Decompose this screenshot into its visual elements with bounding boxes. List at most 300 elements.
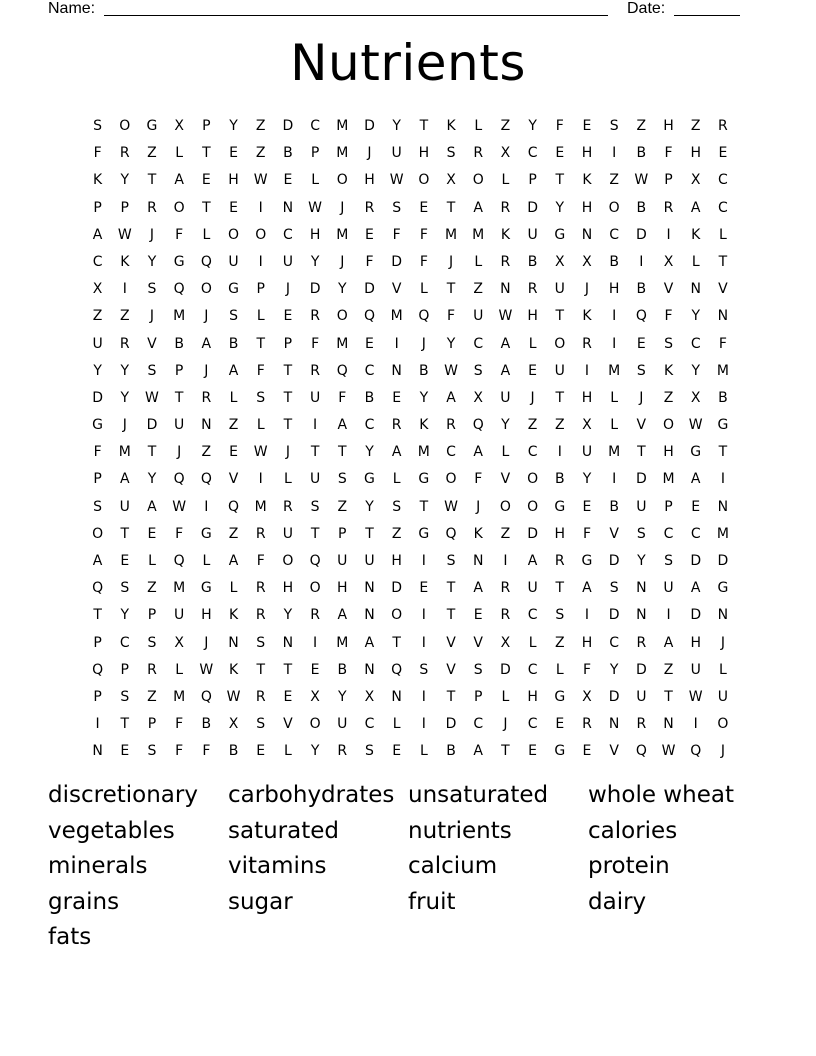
grid-cell[interactable]: J	[149, 226, 155, 243]
grid-cell[interactable]: Z	[228, 417, 239, 434]
grid-cell[interactable]: S	[365, 743, 374, 760]
grid-cell[interactable]: N	[92, 743, 103, 760]
grid-cell[interactable]: I	[421, 716, 426, 733]
grid-cell[interactable]: Q	[336, 362, 348, 379]
grid-cell[interactable]: A	[473, 743, 483, 760]
grid-cell[interactable]: Z	[119, 308, 130, 325]
grid-cell[interactable]: B	[718, 389, 728, 406]
grid-cell[interactable]: Y	[147, 253, 157, 270]
grid-cell[interactable]: P	[528, 172, 537, 189]
grid-cell[interactable]: Z	[201, 444, 212, 461]
grid-cell[interactable]: N	[364, 580, 375, 597]
grid-cell[interactable]: K	[446, 118, 456, 134]
grid-cell[interactable]: G	[717, 417, 729, 434]
grid-cell[interactable]: F	[175, 226, 184, 243]
grid-cell[interactable]: J	[503, 716, 508, 733]
grid-cell[interactable]: C	[690, 525, 701, 542]
grid-cell[interactable]: R	[446, 417, 456, 434]
grid-cell[interactable]: W	[308, 199, 323, 216]
grid-cell[interactable]: O	[336, 172, 348, 189]
grid-cell[interactable]: X	[554, 253, 565, 270]
grid-cell[interactable]: Y	[310, 743, 320, 760]
grid-cell[interactable]: G	[554, 743, 566, 760]
grid-cell[interactable]: Q	[635, 308, 647, 325]
grid-cell[interactable]: S	[93, 498, 103, 515]
grid-cell[interactable]: N	[500, 281, 511, 298]
grid-cell[interactable]: B	[364, 389, 375, 406]
grid-cell[interactable]: Q	[92, 580, 104, 597]
grid-cell[interactable]: Z	[147, 145, 157, 162]
grid-cell[interactable]: L	[392, 471, 401, 488]
grid-cell[interactable]: Z	[391, 525, 402, 542]
grid-cell[interactable]: G	[554, 226, 566, 243]
grid-cell[interactable]: D	[364, 118, 375, 134]
grid-cell[interactable]: V	[446, 634, 456, 651]
grid-cell[interactable]: T	[120, 716, 130, 733]
grid-cell[interactable]: T	[555, 389, 565, 406]
grid-cell[interactable]: Z	[663, 661, 674, 678]
grid-cell[interactable]: N	[717, 607, 729, 624]
grid-cell[interactable]: S	[310, 498, 320, 515]
grid-cell[interactable]: C	[718, 199, 728, 216]
grid-cell[interactable]: R	[663, 199, 674, 216]
grid-cell[interactable]: U	[690, 661, 701, 678]
grid-cell[interactable]: O	[608, 199, 620, 216]
grid-cell[interactable]: L	[501, 172, 510, 189]
grid-cell[interactable]: I	[612, 335, 617, 352]
grid-cell[interactable]: S	[555, 607, 565, 624]
grid-cell[interactable]: S	[147, 743, 157, 760]
grid-cell[interactable]: S	[473, 661, 483, 678]
grid-cell[interactable]: T	[256, 335, 265, 352]
grid-cell[interactable]: W	[145, 389, 159, 406]
grid-cell[interactable]: W	[253, 172, 268, 189]
grid-cell[interactable]: F	[419, 226, 428, 243]
grid-cell[interactable]: M	[173, 580, 186, 597]
grid-cell[interactable]: H	[391, 553, 402, 569]
grid-cell[interactable]: H	[418, 145, 430, 162]
grid-cell[interactable]: I	[421, 688, 426, 705]
grid-cell[interactable]: Y	[147, 471, 157, 488]
grid-cell[interactable]: R	[310, 607, 320, 624]
grid-cell[interactable]: H	[608, 281, 620, 298]
grid-cell[interactable]: Q	[200, 253, 212, 270]
grid-cell[interactable]: N	[391, 688, 402, 705]
grid-cell[interactable]: L	[229, 580, 238, 597]
grid-cell[interactable]: H	[282, 580, 294, 597]
grid-cell[interactable]: C	[473, 335, 484, 352]
grid-cell[interactable]: J	[476, 498, 481, 515]
grid-cell[interactable]: C	[364, 716, 375, 733]
grid-cell[interactable]: P	[93, 471, 102, 488]
grid-cell[interactable]: R	[500, 607, 511, 624]
grid-cell[interactable]: A	[147, 498, 157, 515]
grid-cell[interactable]: J	[448, 253, 454, 270]
grid-cell[interactable]: R	[527, 281, 538, 298]
grid-cell[interactable]: P	[310, 145, 320, 162]
grid-cell[interactable]: M	[254, 498, 267, 515]
grid-cell[interactable]: W	[634, 172, 649, 189]
grid-cell[interactable]: H	[364, 172, 375, 189]
grid-cell[interactable]: E	[582, 743, 592, 760]
grid-cell[interactable]: M	[390, 308, 403, 325]
grid-cell[interactable]: O	[173, 199, 185, 216]
grid-cell[interactable]: A	[337, 417, 348, 434]
grid-cell[interactable]: I	[258, 199, 263, 216]
grid-cell[interactable]: J	[204, 308, 209, 325]
grid-cell[interactable]: N	[282, 634, 294, 651]
grid-cell[interactable]: C	[527, 661, 538, 678]
grid-cell[interactable]: J	[340, 199, 345, 216]
grid-cell[interactable]: T	[202, 145, 211, 162]
grid-cell[interactable]: U	[337, 553, 348, 569]
grid-cell[interactable]: J	[285, 444, 290, 461]
grid-cell[interactable]: J	[720, 743, 725, 760]
grid-cell[interactable]: A	[174, 172, 184, 189]
grid-cell[interactable]: K	[93, 172, 103, 189]
grid-cell[interactable]: C	[473, 716, 484, 733]
grid-cell[interactable]: A	[391, 444, 402, 461]
grid-cell[interactable]: L	[474, 118, 483, 134]
grid-cell[interactable]: E	[283, 308, 293, 325]
grid-cell[interactable]: T	[202, 199, 211, 216]
grid-cell[interactable]: O	[282, 553, 294, 569]
grid-cell[interactable]: O	[663, 417, 675, 434]
grid-cell[interactable]: L	[256, 308, 265, 325]
grid-cell[interactable]: R	[500, 580, 511, 597]
grid-cell[interactable]: T	[392, 634, 401, 651]
grid-cell[interactable]: J	[367, 145, 372, 162]
grid-cell[interactable]: U	[282, 525, 294, 542]
grid-cell[interactable]: L	[202, 226, 211, 243]
grid-cell[interactable]: A	[228, 362, 239, 379]
grid-cell[interactable]: L	[474, 253, 483, 270]
grid-cell[interactable]: Y	[229, 118, 238, 134]
grid-cell[interactable]: U	[581, 444, 593, 461]
grid-cell[interactable]: M	[336, 145, 349, 162]
grid-cell[interactable]: T	[718, 253, 728, 270]
grid-cell[interactable]: Z	[473, 281, 484, 298]
grid-cell[interactable]: Z	[255, 118, 266, 134]
grid-cell[interactable]: R	[147, 661, 157, 678]
grid-cell[interactable]: E	[718, 145, 728, 162]
grid-cell[interactable]: O	[92, 525, 104, 542]
grid-cell[interactable]: U	[663, 580, 674, 597]
grid-cell[interactable]: F	[93, 145, 102, 162]
grid-cell[interactable]: R	[337, 743, 348, 760]
grid-cell[interactable]: T	[310, 525, 320, 542]
grid-cell[interactable]: S	[256, 716, 266, 733]
grid-cell[interactable]: I	[258, 253, 263, 270]
grid-cell[interactable]: I	[313, 417, 318, 434]
grid-cell[interactable]: S	[256, 389, 266, 406]
grid-cell[interactable]: B	[636, 281, 647, 298]
grid-cell[interactable]: R	[391, 417, 402, 434]
grid-cell[interactable]: I	[666, 607, 671, 624]
grid-cell[interactable]: A	[690, 471, 701, 488]
grid-cell[interactable]: C	[609, 226, 620, 243]
grid-cell[interactable]: B	[228, 743, 239, 760]
grid-cell[interactable]: Z	[636, 118, 647, 134]
grid-cell[interactable]: I	[122, 281, 127, 298]
grid-cell[interactable]: V	[663, 281, 674, 298]
grid-cell[interactable]: S	[337, 471, 347, 488]
grid-cell[interactable]: Y	[338, 688, 347, 705]
grid-cell[interactable]: C	[283, 226, 293, 243]
grid-cell[interactable]: S	[664, 553, 673, 569]
grid-cell[interactable]: U	[337, 716, 348, 733]
grid-cell[interactable]: X	[582, 253, 592, 270]
grid-cell[interactable]: C	[609, 634, 620, 651]
grid-cell[interactable]: B	[174, 335, 184, 352]
grid-cell[interactable]: F	[582, 525, 591, 542]
grid-cell[interactable]: X	[663, 253, 674, 270]
grid-cell[interactable]: I	[394, 335, 399, 352]
grid-cell[interactable]: L	[528, 335, 537, 352]
grid-cell[interactable]: O	[255, 226, 267, 243]
grid-cell[interactable]: N	[228, 634, 239, 651]
grid-cell[interactable]: W	[389, 172, 404, 189]
grid-cell[interactable]: A	[690, 199, 701, 216]
date-blank-line[interactable]	[674, 15, 740, 16]
grid-cell[interactable]: S	[419, 661, 429, 678]
grid-cell[interactable]: R	[636, 634, 647, 651]
grid-cell[interactable]: A	[473, 444, 483, 461]
grid-cell[interactable]: X	[174, 634, 184, 651]
grid-cell[interactable]: L	[392, 716, 401, 733]
grid-cell[interactable]: C	[446, 444, 456, 461]
grid-cell[interactable]: U	[554, 362, 565, 379]
grid-cell[interactable]: Y	[582, 471, 592, 488]
grid-cell[interactable]: U	[636, 498, 647, 515]
grid-cell[interactable]: J	[639, 389, 644, 406]
grid-cell[interactable]: Z	[500, 525, 511, 542]
grid-cell[interactable]: W	[688, 417, 703, 434]
grid-cell[interactable]: H	[690, 634, 701, 651]
grid-cell[interactable]: U	[282, 253, 294, 270]
grid-cell[interactable]: A	[446, 389, 456, 406]
grid-cell[interactable]: L	[501, 688, 510, 705]
grid-cell[interactable]: N	[663, 716, 674, 733]
grid-cell[interactable]: E	[528, 743, 538, 760]
grid-cell[interactable]: T	[93, 607, 102, 624]
grid-cell[interactable]: Y	[637, 553, 646, 569]
grid-cell[interactable]: R	[718, 118, 728, 134]
grid-cell[interactable]: B	[337, 661, 348, 678]
grid-cell[interactable]: D	[445, 716, 457, 733]
grid-cell[interactable]: N	[690, 281, 701, 298]
grid-cell[interactable]: X	[446, 172, 456, 189]
grid-cell[interactable]: E	[691, 498, 701, 515]
grid-cell[interactable]: H	[690, 145, 701, 162]
grid-cell[interactable]: E	[229, 145, 238, 162]
grid-cell[interactable]: F	[175, 525, 184, 542]
grid-cell[interactable]: V	[609, 743, 619, 760]
grid-cell[interactable]: H	[527, 688, 538, 705]
grid-cell[interactable]: E	[283, 172, 293, 189]
grid-cell[interactable]: O	[119, 118, 131, 134]
grid-cell[interactable]: Q	[309, 553, 321, 569]
grid-cell[interactable]: B	[527, 253, 538, 270]
grid-cell[interactable]: A	[690, 580, 701, 597]
grid-cell[interactable]: V	[636, 417, 647, 434]
grid-cell[interactable]: R	[582, 716, 592, 733]
grid-cell[interactable]: G	[228, 281, 239, 298]
grid-cell[interactable]: I	[503, 553, 508, 569]
grid-cell[interactable]: N	[201, 417, 212, 434]
grid-cell[interactable]: Y	[338, 281, 347, 298]
grid-cell[interactable]: T	[555, 580, 565, 597]
grid-cell[interactable]: Y	[501, 417, 510, 434]
grid-cell[interactable]: M	[336, 634, 349, 651]
grid-cell[interactable]: D	[635, 661, 647, 678]
grid-cell[interactable]: U	[636, 688, 647, 705]
grid-cell[interactable]: B	[636, 199, 647, 216]
grid-cell[interactable]: Q	[635, 743, 647, 760]
grid-cell[interactable]: D	[608, 607, 620, 624]
grid-cell[interactable]: O	[336, 308, 348, 325]
grid-cell[interactable]: J	[421, 335, 426, 352]
grid-cell[interactable]: B	[609, 253, 619, 270]
grid-cell[interactable]: D	[690, 553, 702, 569]
grid-cell[interactable]: S	[636, 525, 646, 542]
grid-cell[interactable]: T	[446, 199, 456, 216]
grid-cell[interactable]: Y	[419, 389, 429, 406]
grid-cell[interactable]: V	[500, 471, 511, 488]
grid-cell[interactable]: Y	[283, 607, 293, 624]
grid-cell[interactable]: I	[421, 553, 426, 569]
grid-cell[interactable]: A	[473, 199, 483, 216]
grid-cell[interactable]: O	[717, 716, 729, 733]
grid-cell[interactable]: D	[391, 253, 403, 270]
grid-cell[interactable]: T	[718, 444, 728, 461]
grid-cell[interactable]: F	[175, 743, 184, 760]
grid-cell[interactable]: T	[555, 308, 565, 325]
grid-cell[interactable]: X	[174, 118, 184, 134]
grid-cell[interactable]: Z	[147, 688, 157, 705]
grid-cell[interactable]: V	[147, 335, 157, 352]
grid-cell[interactable]: W	[172, 498, 187, 515]
grid-cell[interactable]: X	[228, 716, 239, 733]
grid-cell[interactable]: H	[663, 444, 674, 461]
grid-cell[interactable]: Z	[690, 118, 701, 134]
grid-cell[interactable]: S	[120, 580, 130, 597]
grid-cell[interactable]: O	[527, 471, 539, 488]
grid-cell[interactable]: W	[444, 362, 458, 379]
grid-cell[interactable]: I	[612, 308, 617, 325]
grid-cell[interactable]: I	[612, 145, 617, 162]
grid-cell[interactable]: Q	[690, 743, 702, 760]
grid-cell[interactable]: V	[228, 471, 239, 488]
grid-cell[interactable]: G	[418, 525, 430, 542]
grid-cell[interactable]: P	[473, 688, 483, 705]
grid-cell[interactable]: M	[444, 226, 458, 243]
grid-cell[interactable]: R	[310, 308, 320, 325]
grid-cell[interactable]: R	[283, 498, 293, 515]
grid-cell[interactable]: P	[664, 172, 673, 189]
grid-cell[interactable]: S	[229, 308, 238, 325]
grid-cell[interactable]: W	[688, 688, 703, 705]
grid-cell[interactable]: Z	[255, 145, 266, 162]
grid-cell[interactable]: K	[473, 525, 483, 542]
grid-cell[interactable]: P	[93, 634, 102, 651]
grid-cell[interactable]: E	[636, 335, 646, 352]
grid-cell[interactable]: X	[690, 172, 701, 189]
grid-cell[interactable]: F	[338, 389, 347, 406]
grid-cell[interactable]: X	[690, 389, 701, 406]
grid-cell[interactable]: O	[391, 607, 403, 624]
grid-cell[interactable]: X	[473, 389, 484, 406]
grid-cell[interactable]: Q	[173, 281, 185, 298]
grid-cell[interactable]: U	[309, 471, 321, 488]
grid-cell[interactable]: L	[419, 281, 428, 298]
grid-cell[interactable]: T	[310, 444, 320, 461]
grid-cell[interactable]: U	[473, 308, 484, 325]
grid-cell[interactable]: H	[581, 389, 593, 406]
grid-cell[interactable]: W	[253, 444, 268, 461]
grid-cell[interactable]: Q	[92, 661, 104, 678]
grid-cell[interactable]: H	[581, 199, 593, 216]
grid-cell[interactable]: E	[419, 580, 429, 597]
grid-cell[interactable]: V	[446, 661, 456, 678]
grid-cell[interactable]: E	[310, 661, 320, 678]
grid-cell[interactable]: D	[500, 661, 511, 678]
grid-cell[interactable]: R	[310, 362, 320, 379]
grid-cell[interactable]: D	[309, 281, 321, 298]
grid-cell[interactable]: O	[309, 716, 321, 733]
grid-cell[interactable]: Y	[93, 362, 102, 379]
grid-cell[interactable]: Y	[691, 362, 700, 379]
grid-cell[interactable]: I	[584, 607, 590, 624]
grid-cell[interactable]: S	[446, 145, 456, 162]
grid-cell[interactable]: S	[120, 688, 130, 705]
grid-cell[interactable]: Y	[691, 308, 700, 325]
grid-cell[interactable]: G	[200, 525, 212, 542]
grid-cell[interactable]: P	[120, 661, 129, 678]
grid-cell[interactable]: D	[608, 688, 620, 705]
grid-cell[interactable]: L	[202, 553, 211, 569]
grid-cell[interactable]: M	[336, 335, 349, 352]
grid-cell[interactable]: T	[419, 498, 429, 515]
grid-cell[interactable]: W	[199, 661, 214, 678]
grid-cell[interactable]: Z	[663, 389, 674, 406]
grid-cell[interactable]: N	[364, 607, 375, 624]
grid-cell[interactable]: H	[554, 525, 566, 542]
grid-cell[interactable]: R	[554, 553, 565, 569]
grid-cell[interactable]: P	[120, 199, 129, 216]
grid-cell[interactable]: T	[446, 607, 456, 624]
grid-cell[interactable]: P	[338, 525, 347, 542]
grid-cell[interactable]: O	[445, 471, 457, 488]
grid-cell[interactable]: Q	[200, 688, 212, 705]
grid-cell[interactable]: T	[147, 172, 157, 189]
grid-cell[interactable]: O	[309, 580, 321, 597]
grid-cell[interactable]: X	[582, 417, 592, 434]
grid-cell[interactable]: D	[527, 199, 538, 216]
grid-cell[interactable]: Q	[418, 308, 430, 325]
grid-cell[interactable]: I	[720, 471, 725, 488]
grid-cell[interactable]: E	[120, 553, 130, 569]
grid-cell[interactable]: L	[610, 417, 619, 434]
grid-cell[interactable]: H	[228, 172, 239, 189]
grid-cell[interactable]: A	[582, 580, 592, 597]
grid-cell[interactable]: Y	[120, 172, 130, 189]
grid-cell[interactable]: S	[392, 498, 402, 515]
grid-cell[interactable]: M	[608, 444, 621, 461]
grid-cell[interactable]: C	[527, 607, 538, 624]
grid-cell[interactable]: U	[309, 389, 321, 406]
grid-cell[interactable]: I	[557, 444, 562, 461]
